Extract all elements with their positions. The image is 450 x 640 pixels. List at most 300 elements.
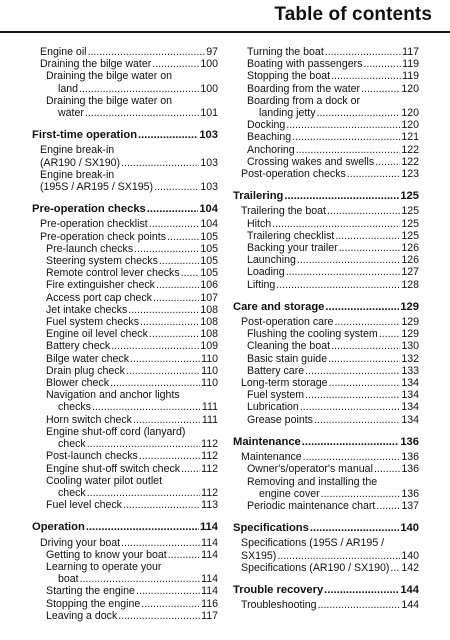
toc-entry-text: Trouble recovery bbox=[233, 583, 324, 596]
toc-entry-text: SX195) bbox=[241, 549, 277, 562]
dot-leader bbox=[147, 203, 199, 215]
toc-entry[interactable] bbox=[32, 95, 218, 119]
dot-leader bbox=[331, 340, 400, 352]
toc-entry-text: Stopping the boat bbox=[247, 70, 331, 83]
dot-leader bbox=[305, 365, 400, 377]
toc-entry-text: check bbox=[58, 438, 86, 451]
toc-entry-text: Pre-launch checks bbox=[46, 242, 134, 255]
dot-leader bbox=[121, 537, 200, 549]
page-number: 106 bbox=[200, 279, 218, 292]
toc-entry-text: Owner's/operator's manual bbox=[247, 463, 373, 476]
dot-leader bbox=[303, 451, 401, 463]
toc-entry[interactable] bbox=[233, 144, 419, 156]
toc-entry[interactable] bbox=[32, 169, 218, 193]
toc-entry[interactable] bbox=[32, 377, 218, 389]
page-number: 129 bbox=[401, 316, 419, 329]
dot-leader bbox=[335, 230, 400, 242]
toc-entry[interactable] bbox=[32, 58, 218, 70]
page-number: 100 bbox=[200, 58, 218, 71]
page-number: 105 bbox=[200, 242, 218, 255]
dot-leader bbox=[361, 83, 400, 95]
toc-entry-text: Drain plug check bbox=[46, 364, 125, 377]
toc-entry[interactable] bbox=[233, 242, 419, 254]
page-number: 117 bbox=[201, 609, 218, 622]
dot-leader bbox=[88, 46, 206, 58]
toc-entry-text: Horn switch check bbox=[46, 413, 132, 426]
dot-leader bbox=[118, 610, 200, 622]
dot-leader bbox=[159, 255, 199, 267]
toc-entry-text: Docking bbox=[247, 119, 286, 132]
toc-entry[interactable] bbox=[233, 328, 419, 340]
page-number: 128 bbox=[401, 278, 419, 291]
toc-entry[interactable] bbox=[32, 365, 218, 377]
toc-entry-text: boat bbox=[58, 573, 79, 586]
page-number: 125 bbox=[400, 190, 419, 203]
toc-entry[interactable] bbox=[233, 230, 419, 242]
dot-leader bbox=[140, 316, 199, 328]
toc-entry-text: Battery care bbox=[247, 364, 305, 377]
toc-entry-text: Draining the bilge water on bbox=[46, 70, 173, 83]
toc-entry[interactable] bbox=[233, 218, 419, 230]
toc-entry-text: Fuel level check bbox=[46, 499, 122, 512]
toc-entry-text: Fuel system bbox=[247, 389, 305, 402]
toc-entry[interactable] bbox=[32, 610, 218, 622]
toc-entry-text: Battery check bbox=[46, 340, 111, 353]
page-number: 133 bbox=[401, 364, 419, 377]
dot-leader bbox=[139, 450, 200, 462]
page-number: 109 bbox=[200, 340, 218, 353]
page-number: 129 bbox=[400, 300, 419, 313]
page-number: 144 bbox=[401, 599, 419, 612]
page-number: 101 bbox=[200, 107, 218, 120]
page-number: 134 bbox=[401, 401, 419, 414]
dot-leader bbox=[80, 573, 200, 585]
toc-entry-text: Maintenance bbox=[241, 451, 302, 464]
dot-leader bbox=[286, 119, 400, 131]
toc-entry[interactable] bbox=[233, 254, 419, 266]
dot-leader bbox=[317, 107, 401, 119]
page-number: 110 bbox=[201, 364, 218, 377]
page-number: 107 bbox=[200, 291, 218, 304]
dot-leader bbox=[123, 499, 200, 511]
page-number: 136 bbox=[401, 451, 419, 464]
dot-leader bbox=[292, 131, 400, 143]
page-number: 120 bbox=[401, 119, 419, 132]
page-number: 114 bbox=[201, 536, 218, 549]
toc-entry[interactable] bbox=[233, 168, 419, 180]
dot-leader bbox=[181, 463, 200, 475]
toc-entry-text: Operation bbox=[32, 521, 85, 534]
dot-leader bbox=[305, 389, 400, 401]
toc-entry[interactable] bbox=[32, 292, 218, 304]
toc-entry-text: engine cover bbox=[259, 487, 320, 500]
page-number: 136 bbox=[401, 463, 419, 476]
toc-entry[interactable] bbox=[32, 549, 218, 561]
toc-entry-text: Remote control lever checks bbox=[46, 267, 180, 280]
toc-section[interactable] bbox=[32, 521, 218, 533]
dot-leader bbox=[130, 353, 200, 365]
page-number: 100 bbox=[200, 82, 218, 95]
dot-leader bbox=[325, 301, 399, 313]
toc-entry-text: Specifications (195S / AR195 / bbox=[241, 537, 385, 550]
toc-entry-text: check bbox=[58, 486, 86, 499]
toc-entry-text: Navigation and anchor lights bbox=[46, 389, 180, 402]
dot-leader bbox=[92, 401, 201, 413]
dot-leader bbox=[325, 46, 401, 58]
toc-entry-text: water bbox=[58, 107, 84, 120]
toc-entry[interactable] bbox=[32, 414, 218, 426]
toc-entry-text: Specifications bbox=[233, 522, 309, 535]
toc-entry[interactable] bbox=[32, 475, 218, 499]
page-number: 132 bbox=[401, 352, 419, 365]
page-number: 134 bbox=[401, 389, 419, 402]
toc-entry[interactable] bbox=[32, 389, 218, 413]
toc-entry-text: (AR190 / SX190) bbox=[40, 156, 121, 169]
dot-leader bbox=[133, 414, 201, 426]
toc-entry-text: Draining the bilge water bbox=[40, 58, 152, 71]
toc-entry-text: land bbox=[58, 82, 79, 95]
toc-section[interactable] bbox=[233, 584, 419, 596]
toc-entry[interactable] bbox=[32, 340, 218, 352]
toc-section[interactable] bbox=[233, 522, 419, 534]
toc-entry-text: Basic stain guide bbox=[247, 352, 328, 365]
toc-entry[interactable] bbox=[233, 316, 419, 328]
dot-leader bbox=[334, 316, 400, 328]
page-number: 119 bbox=[402, 58, 419, 71]
toc-column-left bbox=[32, 46, 218, 622]
page-number: 123 bbox=[401, 168, 419, 181]
toc-entry[interactable] bbox=[32, 304, 218, 316]
dot-leader bbox=[141, 598, 200, 610]
toc-entry[interactable] bbox=[233, 463, 419, 475]
dot-leader bbox=[152, 58, 199, 70]
dot-leader bbox=[321, 488, 401, 500]
page-number: 126 bbox=[401, 242, 419, 255]
page-number: 114 bbox=[201, 548, 218, 561]
page-number: 103 bbox=[199, 129, 218, 142]
dot-leader bbox=[331, 70, 401, 82]
toc-entry[interactable] bbox=[32, 585, 218, 597]
dot-leader bbox=[363, 58, 401, 70]
toc-entry[interactable] bbox=[233, 451, 419, 463]
toc-entry[interactable] bbox=[32, 463, 218, 475]
toc-entry-text: Engine break-in bbox=[40, 168, 115, 181]
toc-entry-text: Driving your boat bbox=[40, 536, 121, 549]
page-number: 112 bbox=[201, 486, 218, 499]
page-number: 97 bbox=[206, 46, 218, 58]
toc-entry[interactable] bbox=[233, 389, 419, 401]
dot-leader bbox=[347, 168, 400, 180]
page-number: 105 bbox=[200, 267, 218, 280]
toc-entry-text: Post-operation checks bbox=[241, 168, 346, 181]
page-number: 111 bbox=[201, 413, 218, 426]
toc-entry[interactable] bbox=[32, 499, 218, 511]
toc-entry[interactable] bbox=[32, 353, 218, 365]
dot-leader bbox=[168, 549, 200, 561]
toc-entry-text: Trailering checklist bbox=[247, 229, 335, 242]
page-number: 125 bbox=[401, 229, 419, 242]
toc-entry-text: Crossing wakes and swells bbox=[247, 155, 375, 168]
toc-entry-text: Leaving a dock bbox=[46, 609, 118, 622]
toc-entry-text: Starting the engine bbox=[46, 585, 135, 598]
toc-section[interactable] bbox=[233, 436, 419, 448]
toc-entry-text: Troubleshooting bbox=[241, 599, 317, 612]
toc-entry[interactable] bbox=[32, 426, 218, 450]
page-number: 140 bbox=[401, 549, 419, 562]
toc-entry[interactable] bbox=[233, 401, 419, 413]
toc-entry-text: Post-operation care bbox=[241, 316, 334, 329]
dot-leader bbox=[376, 500, 400, 512]
page-number: 104 bbox=[199, 203, 218, 216]
dot-leader bbox=[339, 242, 401, 254]
toc-entry[interactable] bbox=[32, 231, 218, 243]
page-number: 144 bbox=[400, 583, 419, 596]
page-number: 110 bbox=[201, 377, 218, 390]
page-number: 112 bbox=[201, 450, 218, 463]
toc-entry-text: Fire extinguisher check bbox=[46, 279, 155, 292]
toc-entry-text: Jet intake checks bbox=[46, 303, 128, 316]
toc-entry[interactable] bbox=[32, 70, 218, 94]
toc-entry-text: Learning to operate your bbox=[46, 560, 162, 573]
toc-section[interactable] bbox=[233, 190, 419, 202]
toc-entry[interactable] bbox=[233, 46, 419, 58]
dot-leader bbox=[111, 340, 199, 352]
toc-entry-text: Pre-operation check points bbox=[40, 230, 167, 243]
page-number: 129 bbox=[401, 328, 419, 341]
page-number: 110 bbox=[201, 352, 218, 365]
toc-entry[interactable] bbox=[32, 46, 218, 58]
dot-leader bbox=[297, 254, 400, 266]
toc-entry-text: Blower check bbox=[46, 377, 109, 390]
dot-leader bbox=[128, 304, 199, 316]
toc-entry[interactable] bbox=[233, 353, 419, 365]
toc-entry-text: Cleaning the boat bbox=[247, 340, 331, 353]
dot-leader bbox=[153, 292, 199, 304]
toc-entry[interactable] bbox=[233, 414, 419, 426]
dot-leader bbox=[86, 521, 199, 533]
page-number: 114 bbox=[201, 585, 218, 598]
toc-entry-text: Long-term storage bbox=[241, 377, 328, 390]
toc-entry[interactable] bbox=[233, 83, 419, 95]
dot-leader bbox=[310, 522, 399, 534]
toc-section[interactable] bbox=[233, 301, 419, 313]
page-number: 117 bbox=[402, 46, 419, 58]
dot-leader bbox=[181, 267, 200, 279]
dot-leader bbox=[329, 377, 401, 389]
toc-entry-text: Pre-operation checks bbox=[32, 203, 146, 216]
toc-entry-text: Launching bbox=[247, 254, 296, 267]
page-number: 103 bbox=[200, 156, 218, 169]
page-number: 111 bbox=[201, 401, 218, 414]
toc-entry-text: Engine oil bbox=[40, 46, 87, 58]
toc-entry-text: Getting to know your boat bbox=[46, 548, 167, 561]
toc-entry-text: landing jetty bbox=[259, 107, 316, 120]
dot-leader bbox=[87, 487, 200, 499]
toc-entry-text: Loading bbox=[247, 266, 285, 279]
page-number: 134 bbox=[401, 377, 419, 390]
page-number: 105 bbox=[200, 255, 218, 268]
page-number: 120 bbox=[401, 107, 419, 120]
toc-entry-text: Lubrication bbox=[247, 401, 299, 414]
toc-entry[interactable] bbox=[233, 205, 419, 217]
toc-entry[interactable] bbox=[233, 58, 419, 70]
toc-entry[interactable] bbox=[32, 598, 218, 610]
toc-entry-text: Grease points bbox=[247, 413, 313, 426]
toc-entry[interactable] bbox=[32, 450, 218, 462]
dot-leader bbox=[277, 550, 400, 562]
page-number: 114 bbox=[201, 573, 218, 586]
toc-entry[interactable] bbox=[32, 328, 218, 340]
dot-leader bbox=[167, 231, 199, 243]
dot-leader bbox=[276, 279, 400, 291]
page-number: 136 bbox=[401, 487, 419, 500]
dot-leader bbox=[318, 599, 401, 611]
toc-entry-text: Maintenance bbox=[233, 435, 301, 448]
toc-entry-text: Pre-operation checklist bbox=[40, 218, 148, 231]
toc-entry-text: Steering system checks bbox=[46, 255, 158, 268]
toc-entry[interactable] bbox=[233, 279, 419, 291]
page-number: 120 bbox=[401, 82, 419, 95]
dot-leader bbox=[79, 83, 199, 95]
page-title: Table of contents bbox=[274, 4, 432, 25]
page-number: 126 bbox=[401, 254, 419, 267]
dot-leader bbox=[156, 279, 199, 291]
toc-entry[interactable] bbox=[233, 266, 419, 278]
toc-entry[interactable] bbox=[233, 476, 419, 500]
dot-leader bbox=[138, 129, 198, 141]
page-number: 108 bbox=[200, 316, 218, 329]
dot-leader bbox=[121, 157, 199, 169]
toc-entry-text: Turning the boat bbox=[247, 46, 324, 58]
page-number: 108 bbox=[200, 303, 218, 316]
toc-entry[interactable] bbox=[32, 279, 218, 291]
toc-entry[interactable] bbox=[233, 537, 419, 561]
toc-entry[interactable] bbox=[32, 561, 218, 585]
toc-entry[interactable] bbox=[32, 537, 218, 549]
dot-leader bbox=[154, 181, 199, 193]
toc-entry[interactable] bbox=[233, 95, 419, 119]
toc-entry[interactable] bbox=[233, 119, 419, 131]
page-number: 122 bbox=[401, 155, 419, 168]
toc-entry-text: Care and storage bbox=[233, 300, 325, 313]
toc-entry-text: Engine oil level check bbox=[46, 328, 148, 341]
toc-entry-text: Fuel system checks bbox=[46, 316, 140, 329]
toc-entry[interactable] bbox=[233, 340, 419, 352]
dot-leader bbox=[375, 156, 400, 168]
dot-leader bbox=[272, 218, 400, 230]
toc-entry[interactable] bbox=[32, 243, 218, 255]
dot-leader bbox=[134, 243, 199, 255]
toc-entry-text: Hitch bbox=[247, 217, 272, 230]
toc-entry-text: Post-launch checks bbox=[46, 450, 138, 463]
toc-entry-text: Beaching bbox=[247, 131, 292, 144]
page-number: 125 bbox=[401, 217, 419, 230]
toc-entry-text: Boarding from a dock or bbox=[247, 94, 361, 107]
page-number: 112 bbox=[201, 438, 218, 451]
dot-leader bbox=[379, 328, 401, 340]
toc-entry-text: Boarding from the water bbox=[247, 82, 361, 95]
toc-entry[interactable] bbox=[32, 255, 218, 267]
dot-leader bbox=[284, 190, 399, 202]
toc-entry[interactable] bbox=[233, 365, 419, 377]
dot-leader bbox=[328, 353, 400, 365]
page-number: 137 bbox=[401, 499, 419, 512]
toc-entry[interactable] bbox=[233, 377, 419, 389]
toc-entry[interactable] bbox=[233, 156, 419, 168]
toc-entry[interactable] bbox=[32, 267, 218, 279]
page-number: 127 bbox=[401, 266, 419, 279]
dot-leader bbox=[126, 365, 200, 377]
dot-leader bbox=[286, 266, 401, 278]
dot-leader bbox=[149, 328, 199, 340]
toc-section[interactable] bbox=[32, 129, 218, 141]
toc-entry[interactable] bbox=[32, 144, 218, 168]
toc-entry-text: Removing and installing the bbox=[247, 475, 378, 488]
toc-section[interactable] bbox=[32, 203, 218, 215]
dot-leader bbox=[374, 463, 400, 475]
toc-entry-text: Stopping the engine bbox=[46, 597, 141, 610]
toc-entry-text: Specifications (AR190 / SX190) bbox=[241, 561, 390, 574]
toc-entry-text: Flushing the cooling system bbox=[247, 328, 378, 341]
dot-leader bbox=[87, 438, 200, 450]
toc-entry-text: Trailering the boat bbox=[241, 205, 326, 218]
dot-leader bbox=[327, 205, 400, 217]
toc-entry-text: Lifting bbox=[247, 278, 276, 291]
toc-entry[interactable] bbox=[233, 131, 419, 143]
page-number: 130 bbox=[401, 340, 419, 353]
page-number: 140 bbox=[400, 522, 419, 535]
page-number: 103 bbox=[200, 181, 218, 194]
page-number: 108 bbox=[200, 328, 218, 341]
page-number: 142 bbox=[401, 561, 419, 574]
page-number: 134 bbox=[401, 413, 419, 426]
toc-entry-text: Trailering bbox=[233, 190, 284, 203]
page-number: 105 bbox=[200, 230, 218, 243]
toc-entry-text: Access port cap check bbox=[46, 291, 152, 304]
page-number: 116 bbox=[201, 597, 218, 610]
toc-entry-text: Engine shut-off switch check bbox=[46, 462, 181, 475]
toc-entry-text: Periodic maintenance chart bbox=[247, 499, 376, 512]
dot-leader bbox=[85, 107, 199, 119]
dot-leader bbox=[314, 414, 400, 426]
toc-entry-text: Engine shut-off cord (lanyard) bbox=[46, 425, 186, 438]
dot-leader bbox=[302, 436, 400, 448]
title-rule bbox=[0, 31, 450, 33]
toc-entry[interactable] bbox=[32, 218, 218, 230]
toc-entry[interactable] bbox=[233, 562, 419, 574]
page-number: 121 bbox=[401, 131, 419, 144]
page-number: 119 bbox=[402, 70, 419, 83]
toc-entry[interactable] bbox=[32, 316, 218, 328]
toc-entry-text: Bilge water check bbox=[46, 352, 130, 365]
page-number: 136 bbox=[400, 435, 419, 448]
page-number: 114 bbox=[199, 521, 218, 534]
dot-leader bbox=[390, 562, 400, 574]
toc-entry-text: Cooling water pilot outlet bbox=[46, 474, 163, 487]
page-number: 122 bbox=[401, 143, 419, 156]
page-number: 125 bbox=[401, 205, 419, 218]
toc-entry-text: (195S / AR195 / SX195) bbox=[40, 181, 154, 194]
dot-leader bbox=[300, 401, 400, 413]
toc-entry-text: Draining the bilge water on bbox=[46, 94, 173, 107]
toc-entry[interactable] bbox=[233, 599, 419, 611]
toc-entry[interactable] bbox=[233, 500, 419, 512]
dot-leader bbox=[110, 377, 200, 389]
toc-entry-text: checks bbox=[58, 401, 91, 414]
toc-entry[interactable] bbox=[233, 70, 419, 82]
toc-entry-text: Anchoring bbox=[247, 143, 295, 156]
page-number: 104 bbox=[200, 218, 218, 231]
